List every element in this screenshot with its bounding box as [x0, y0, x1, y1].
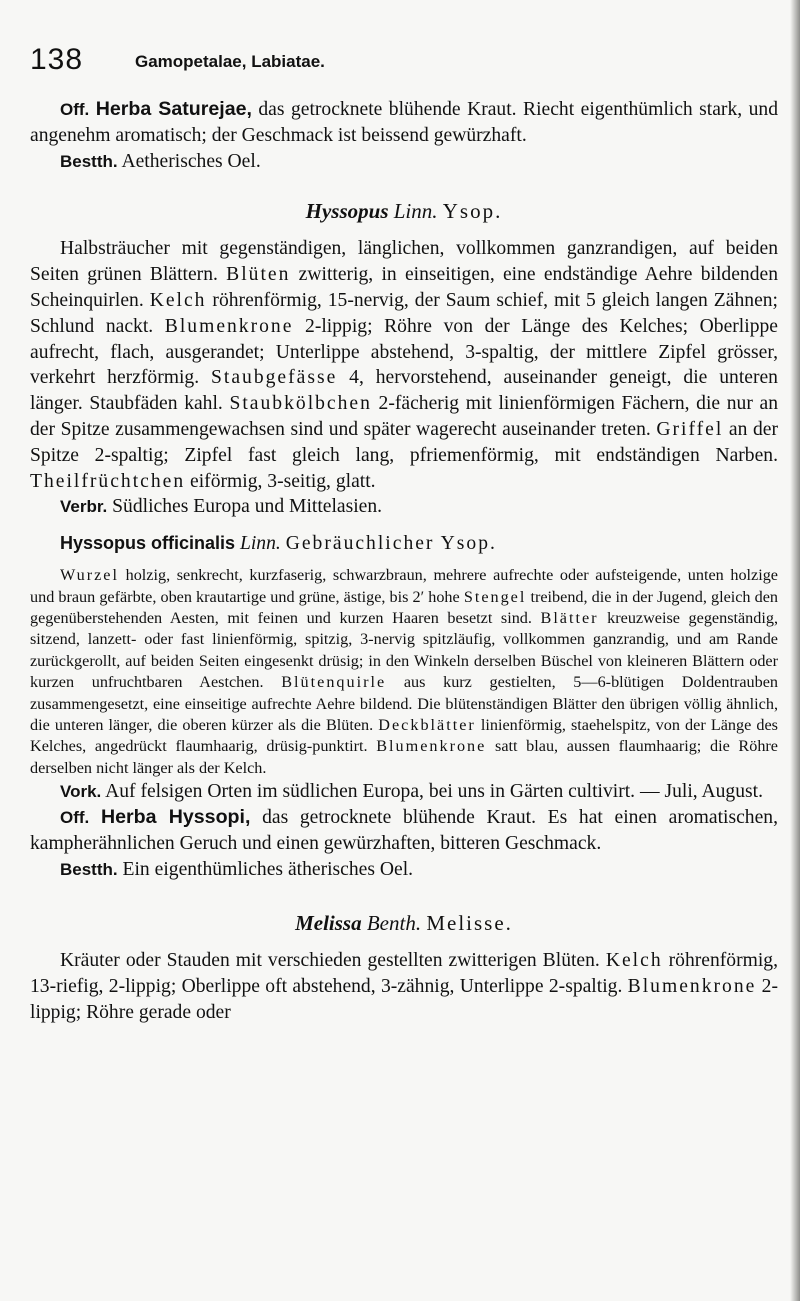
- paragraph-text: 2-lippig; Röhre gerade oder: [30, 976, 778, 1023]
- genus-german-name: Melisse.: [426, 911, 513, 936]
- spaced-term: Deckblätter: [378, 716, 476, 734]
- spaced-term: Staubgefässe: [210, 367, 338, 389]
- paragraph-text: eiförmig, 3-seitig, glatt.: [185, 470, 376, 492]
- species-name: Hyssopus officinalis: [60, 533, 236, 554]
- paragraph-text: röhrenförmig, 15-nervig, der Saum schief, mit 5 gleich langen Zähnen; Schlund nackt.: [30, 289, 779, 337]
- spaced-term: Blumenkrone: [164, 315, 294, 337]
- genus-author: Linn.: [393, 199, 438, 224]
- paragraph-text: zwitterig, in einseitigen, eine endständige Aehre bildenden Scheinquirlen.: [30, 264, 778, 311]
- hyssopus-officinal-paragraph: [30, 805, 778, 857]
- paragraph-text: Kräuter oder Stauden mit verschieden gestellten zwitterigen Blüten.: [60, 950, 606, 972]
- page-edge-shadow: [790, 0, 800, 1301]
- spaced-term: Staubkölbchen: [229, 393, 372, 415]
- genus-name: Melissa: [295, 911, 362, 936]
- paragraph-text: Halbsträucher mit gegenständigen, länglichen, vollkommen ganzrandigen, auf beiden Seiten grünen Blättern.: [30, 238, 778, 286]
- spaced-term: Blumenkrone: [376, 737, 487, 756]
- hyssopus-occurrence-paragraph: [30, 779, 778, 805]
- genus-german-name: Ysop.: [442, 199, 503, 224]
- paragraph-text: 2-fächerig mit linienförmigen Fächern, die nur an der Spitze zusammengewachsen sind und später wagerecht auseinander treten.: [30, 393, 778, 440]
- spaced-term: Wurzel: [60, 566, 119, 585]
- page-number: 138: [30, 43, 84, 76]
- paragraph-text: röhrenförmig, 13-riefig, 2-lippig; Oberlippe oft abstehend, 3-zähnig, Unterlippe 2-spaltig.: [30, 950, 778, 998]
- hyssopus-distribution-paragraph: [30, 494, 778, 520]
- genus-heading-melissa: [30, 908, 778, 938]
- paragraph-text: Ein eigenthümliches ätherisches Oel.: [117, 858, 414, 880]
- spaced-term: Kelch: [605, 950, 663, 972]
- genus-author: Benth.: [366, 911, 422, 936]
- paragraph-text: Südliches Europa und Mittelasien.: [107, 496, 383, 518]
- paragraph-text: Auf felsigen Orten im südlichen Europa, bei uns in Gärten cultivirt. — Juli, August.: [101, 781, 763, 803]
- paragraph-text: 2-lippig; Röhre von der Länge des Kelches; Oberlippe aufrecht, flach, ausgerandet; Unterlippe abstehend, 3-spaltig, der mittlere Zipfel grösser, verkehrt herzförmig.: [30, 315, 778, 389]
- paragraph-text: linienförmig, staehelspitz, von der Länge des Kelches, angedrückt flaumhaarig, drüsig-punktirt.: [30, 716, 778, 756]
- species-description-block: [30, 565, 778, 779]
- page-header: [30, 40, 770, 86]
- bestth-label: Bestth.: [60, 151, 118, 171]
- hyssopus-constituents-paragraph: [30, 857, 778, 883]
- paragraph-text: satt blau, aussen flaumhaarig; die Röhre derselben nicht länger als der Kelch.: [30, 737, 778, 777]
- spaced-term: Kelch: [149, 289, 207, 311]
- paragraph-text: das getrocknete blühende Kraut. Riecht eigenthümlich stark, und angenehm aromatisch; der Geschmack ist beissend gewürzhaft.: [30, 99, 778, 146]
- spaced-term: Stengel: [463, 587, 527, 606]
- melissa-genus-description: [30, 948, 778, 1025]
- bestth-label: Bestth.: [60, 859, 118, 879]
- paragraph-text: aus kurz gestielten, 5—6-blütigen Doldentrauben zusammengesetzt, eine einseitige aufrechte Aehre bildend. Die blütenständigen Blätter den übrigen völlig ähnlich, die unteren länger, die oberen kürzer als die Blüten.: [30, 673, 778, 734]
- vork-label: Vork.: [60, 782, 102, 802]
- off-label: Off.: [60, 100, 90, 119]
- spaced-term: Blütenquirle: [281, 673, 387, 692]
- page-body: [30, 97, 778, 1026]
- hyssopus-genus-description: [30, 236, 778, 494]
- paragraph-text: holzig, senkrecht, kurzfaserig, schwarzbraun, mehrere aufrechte oder aufsteigende, unten holzige und braun gefärbte, oben krautartige und grüne, ästige, bis 2′ hohe: [30, 566, 778, 606]
- paragraph-text: Aetherisches Oel.: [117, 150, 261, 172]
- paragraph-text: das getrocknete blühende Kraut. Es hat einen aromatischen, kampherähnlichen Geruch und einen gewürzhaften, bitteren Geschmack.: [30, 807, 778, 854]
- running-title: Gamopetalae, Labiatae.: [135, 52, 325, 71]
- paragraph-text: 4, hervorstehend, auseinander geneigt, die unteren länger. Staubfäden kahl.: [30, 367, 778, 415]
- species-author: Linn.: [239, 533, 281, 555]
- genus-heading-hyssopus: [30, 196, 778, 226]
- satureja-officinal-paragraph: [30, 97, 778, 149]
- paragraph-text: kreuzweise gegenständig, sitzend, lanzett- oder fast linienförmig, spitzig, 3-nervig spitzläufig, vollkommen ganzrandig, und am Rande zurückgerollt, auf beiden Seiten eingesenkt drüsig; in den Winkeln derselben Büschel von kleineren Blättern oder kurzen unfruchtbaren Aestchen.: [30, 608, 778, 692]
- species-description: [30, 565, 778, 779]
- genus-name: Hyssopus: [305, 199, 389, 224]
- paragraph-text: an der Spitze 2-spaltig; Zipfel fast gleich lang, pfriemenförmig, mit endständigen Narben.: [30, 418, 778, 466]
- species-heading: [30, 530, 778, 557]
- species-german-name: Gebräuchlicher Ysop.: [285, 533, 497, 555]
- spaced-term: Blätter: [540, 608, 599, 627]
- verbr-label: Verbr.: [60, 497, 108, 517]
- spaced-term: Theilfrüchtchen: [30, 470, 186, 492]
- satureja-constituents-paragraph: [30, 149, 778, 175]
- drug-name: Herba Saturejae,: [95, 98, 252, 120]
- spaced-term: Blüten: [226, 264, 291, 286]
- off-label: Off.: [60, 808, 90, 828]
- paragraph-text: treibend, die in der Jugend, gleich den gegenüberstehenden Aesten, mit feinen und kurzen Haaren besetzt sind.: [30, 587, 778, 627]
- spaced-term: Griffel: [656, 418, 724, 440]
- drug-name: Herba Hyssopi,: [100, 806, 251, 829]
- spaced-term: Blumenkrone: [627, 976, 757, 998]
